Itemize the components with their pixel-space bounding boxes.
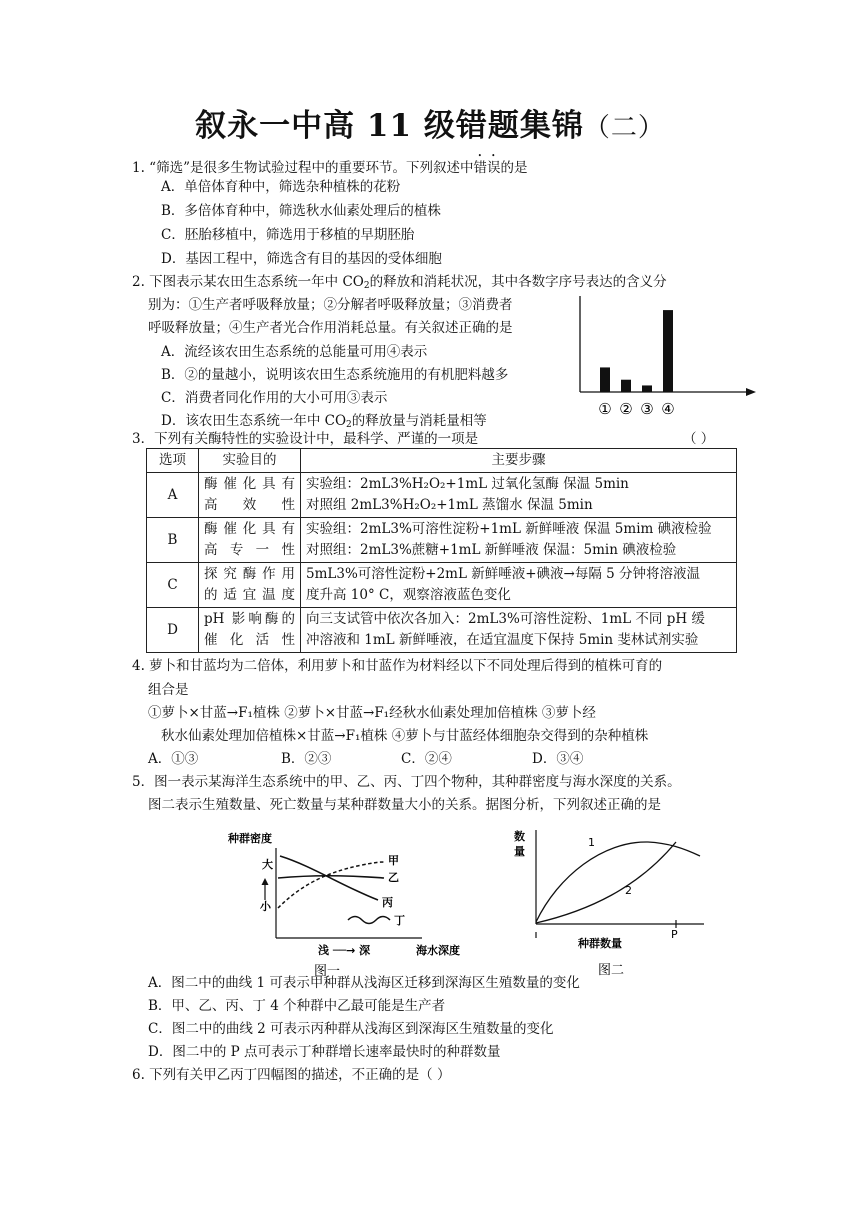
q4-stem-line2: 组合是 (148, 682, 189, 698)
header-purpose: 实验目的 (199, 449, 301, 473)
q2-stem-line2: 别为：①生产者呼吸释放量；②分解者呼吸释放量；③消费者 (148, 297, 513, 313)
row-option: D (147, 608, 199, 653)
row-steps: 实验组：2mL3%可溶性淀粉+1mL 新鲜唾液 保温 5mim 碘液检验 对照组：2mL3%蔗糖+1mL 新鲜唾液 保温：5min 碘液检验 (301, 518, 737, 563)
q5-option-b: B．甲、乙、丙、丁 4 个种群中乙最可能是生产者 (148, 998, 446, 1014)
curve-1 (536, 842, 700, 922)
q4-stem-line3: ①萝卜×甘蓝→F₁植株 ②萝卜×甘蓝→F₁经秋水仙素处理加倍植株 ③萝卜经 (148, 705, 596, 721)
q2-option-a: A．流经该农田生态系统的总能量可用④表示 (161, 344, 428, 360)
fig1-ylabel: 种群密度 (228, 832, 272, 845)
fig1-big-label: 大 (262, 858, 273, 871)
bar-1 (600, 367, 610, 392)
bar-label-2: ② (619, 400, 633, 418)
species-jia-curve (278, 862, 384, 908)
species-bing-label: 丙 (382, 896, 393, 909)
q1-emphasis: 错误 (473, 160, 501, 176)
q4-option-d: D．③④ (532, 751, 584, 767)
q6-stem: 6. 下列有关甲乙丙丁四幅图的描述，不正确的是（ ） (132, 1067, 451, 1083)
q2-option-b: B．②的量越小，说明该农田生态系统施用的有机肥料越多 (161, 367, 509, 383)
fig2-caption: 图二 (598, 963, 625, 978)
q2-stem-line1: 2. 下图表示某农田生态系统一年中 $CO_2$的释放和消耗状况，其中各数字序号表达的含义分 (132, 274, 667, 291)
q3-experiment-table (146, 448, 737, 653)
q1-option-a: A．单倍体育种中，筛选杂种植株的花粉 (161, 179, 401, 195)
figure-two (508, 826, 718, 978)
q4-option-c: C．②④ (401, 751, 452, 767)
title-paren: （二） (583, 113, 665, 143)
q1-option-c: C．胚胎移植中，筛选用于移植的早期胚胎 (161, 227, 415, 243)
page-title (0, 106, 860, 148)
q4-option-b: B．②③ (281, 751, 332, 767)
q5-stem-line1: 5．图一表示某海洋生态系统中的甲、乙、丙、丁四个物种，其种群密度与海水深度的关系。 (132, 774, 681, 790)
fig2-ylabel-top: 数 (514, 830, 525, 843)
row-steps: 向三支试管中依次各加入：2mL3%可溶性淀粉、1mL 不同 pH 缓 冲溶液和 1mL 新鲜唾液，在适宜温度下保持 5min 斐林试剂实验 (301, 608, 737, 653)
fig1-caption: 图一 (314, 964, 341, 978)
q3-answer-blank: （ ） (683, 431, 715, 447)
table-row (147, 608, 737, 653)
row-purpose: pH 影响酶的 催化活性 (199, 608, 301, 653)
table-row (147, 563, 737, 608)
table-row (147, 473, 737, 518)
q1-stem: 1. “筛选”是很多生物试验过程中的重要环节。下列叙述中错误的是 (132, 160, 528, 176)
fig1-small-label: 小 (260, 900, 271, 913)
row-option: C (147, 563, 199, 608)
bar-label-4: ④ (661, 400, 675, 418)
q4-stem-line1: 4. 萝卜和甘蓝均为二倍体，利用萝卜和甘蓝作为材料经以下不同处理后得到的植株可育的 (132, 658, 663, 674)
bar-4 (663, 310, 673, 392)
bar-label-3: ③ (640, 400, 654, 418)
q5-option-c: C．图二中的曲线 2 可表示丙种群从浅海区到深海区生殖数量的变化 (148, 1021, 554, 1037)
fig2-xlabel: 种群数量 (578, 937, 622, 950)
q4-option-a: A．①③ (148, 751, 199, 767)
row-steps: 实验组：2mL3%H₂O₂+1mL 过氧化氢酶 保温 5min 对照组 2mL3%H₂O₂+1mL 蒸馏水 保温 5min (301, 473, 737, 518)
q2-stem-line3: 呼吸释放量；④生产者光合作用消耗总量。有关叙述正确的是 (148, 320, 513, 336)
species-bing-curve (280, 856, 378, 900)
curve-2 (536, 842, 676, 923)
bar-label-1: ① (598, 400, 612, 418)
q2-option-d: D．该农田生态系统一年中 $CO_2$的释放量与消耗量相等 (161, 413, 487, 430)
p-point-label: P (671, 928, 678, 941)
figure-one (222, 828, 472, 978)
species-ding-curve (348, 917, 390, 924)
row-purpose: 酶催化具有 高专一性 (199, 518, 301, 563)
table-row (147, 518, 737, 563)
table-header-row (147, 449, 737, 473)
row-purpose: 酶催化具有 高效性 (199, 473, 301, 518)
species-yi-label: 乙 (388, 871, 399, 884)
species-ding-label: 丁 (394, 914, 405, 927)
curve-2-label: 2 (625, 884, 632, 897)
fig2-ylabel-bottom: 量 (514, 845, 525, 858)
q2-option-c: C．消费者同化作用的大小可用③表示 (161, 390, 388, 406)
row-steps: 5mL3%可溶性淀粉+2mL 新鲜唾液+碘液→每隔 5 分钟将溶液温 度升高 10° C，观察溶液蓝色变化 (301, 563, 737, 608)
q5-option-d: D．图二中的 P 点可表示丁种群增长速率最快时的种群数量 (148, 1044, 501, 1060)
q5-stem-line2: 图二表示生殖数量、死亡数量与某种群数量大小的关系。据图分析，下列叙述正确的是 (148, 797, 661, 813)
bar-2 (621, 380, 631, 392)
fig1-depth-axis-label: 浅 ──→ 深 (318, 944, 371, 957)
q1-option-d: D．基因工程中，筛选含有目的基因的受体细胞 (161, 251, 442, 267)
row-option: B (147, 518, 199, 563)
chart-x-arrow (746, 388, 756, 396)
row-purpose: 探究酶作用 的适宜温度 (199, 563, 301, 608)
q5-option-a: A．图二中的曲线 1 可表示甲种群从浅海区迁移到深海区生殖数量的变化 (148, 975, 580, 991)
species-jia-label: 甲 (388, 854, 399, 867)
header-option: 选项 (147, 449, 199, 473)
q1-option-b: B．多倍体育种中，筛选秋水仙素处理后的植株 (161, 203, 441, 219)
fig1-xlabel: 海水深度 (416, 944, 460, 957)
q4-stem-line4: 秋水仙素处理加倍植株×甘蓝→F₁植株 ④萝卜与甘蓝经体细胞杂交得到的杂种植株 (161, 728, 649, 744)
row-option: A (147, 473, 199, 518)
title-main: 叙永一中高 11 级错题集锦 (195, 108, 584, 144)
curve-1-label: 1 (588, 836, 595, 849)
q3-stem: 3．下列有关酶特性的实验设计中，最科学、严谨的一项是 (132, 431, 479, 447)
co2-bar-chart (570, 296, 760, 426)
header-steps: 主要步骤 (301, 449, 737, 473)
bar-3 (642, 385, 652, 392)
